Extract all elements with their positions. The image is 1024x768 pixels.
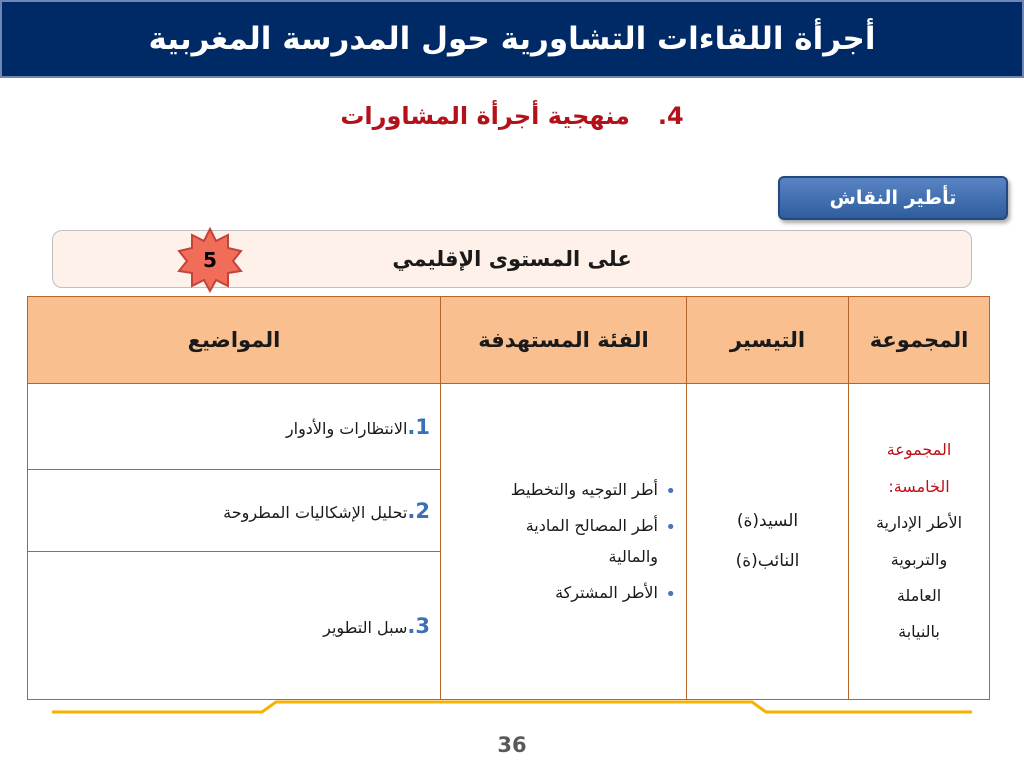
topic-text: سبل التطوير	[323, 617, 408, 637]
list-item: • أطر التوجيه والتخطيط	[451, 475, 676, 505]
topic-cell-3	[28, 552, 441, 700]
badge-number: 5	[203, 248, 217, 272]
group-title-line1: المجموعة	[886, 440, 952, 460]
topic-number: 2.	[407, 498, 430, 523]
target-list	[451, 475, 676, 609]
table-row	[28, 384, 990, 470]
slide-title-bar	[0, 0, 1024, 78]
table-header-row	[28, 297, 990, 384]
list-item: • الأطر المشتركة	[451, 578, 676, 608]
section-title: منهجية أجرأة المشاورات	[340, 102, 630, 130]
topic-number: 3.	[407, 613, 430, 638]
header-group: المجموعة	[849, 297, 990, 384]
number-badge	[176, 226, 244, 294]
topic-cell-1	[28, 384, 441, 470]
section-heading	[0, 96, 1024, 136]
provincial-level-label: على المستوى الإقليمي	[392, 247, 632, 271]
target-cell	[441, 384, 687, 700]
facilitation-cell	[687, 384, 849, 700]
group-cell	[849, 384, 990, 700]
list-item: والمالية	[608, 546, 658, 566]
group-line6: بالنيابة	[898, 622, 940, 642]
group-line3: الأطر الإدارية	[875, 513, 963, 533]
topic-text: الانتظارات والأدوار	[285, 418, 408, 438]
discussion-framing-button[interactable]	[778, 176, 1008, 220]
footer-decorative-line	[52, 698, 972, 718]
discussion-framing-label: تأطير النقاش	[829, 187, 957, 209]
header-target: الفئة المستهدفة	[441, 297, 687, 384]
topic-cell-2	[28, 470, 441, 552]
page-number: 36	[497, 733, 527, 757]
group-line5: العاملة	[896, 585, 942, 605]
group-title-line2: الخامسة:	[888, 476, 950, 496]
list-item: • أطر المصالح المادية	[451, 511, 676, 541]
header-facilitation: التيسير	[687, 297, 849, 384]
section-number: 4.	[657, 102, 684, 130]
topic-text: تحليل الإشكاليات المطروحة	[223, 502, 408, 522]
header-topics: المواضيع	[28, 297, 441, 384]
topic-number: 1.	[407, 414, 430, 439]
group-line4: والتربوية	[890, 549, 948, 569]
facilitator-line2: النائب(ة)	[735, 550, 800, 571]
facilitator-line1: السيد(ة)	[736, 511, 799, 532]
slide-title: أجرأة اللقاءات التشاورية حول المدرسة المغربية	[148, 21, 876, 57]
consultation-table	[27, 296, 990, 700]
